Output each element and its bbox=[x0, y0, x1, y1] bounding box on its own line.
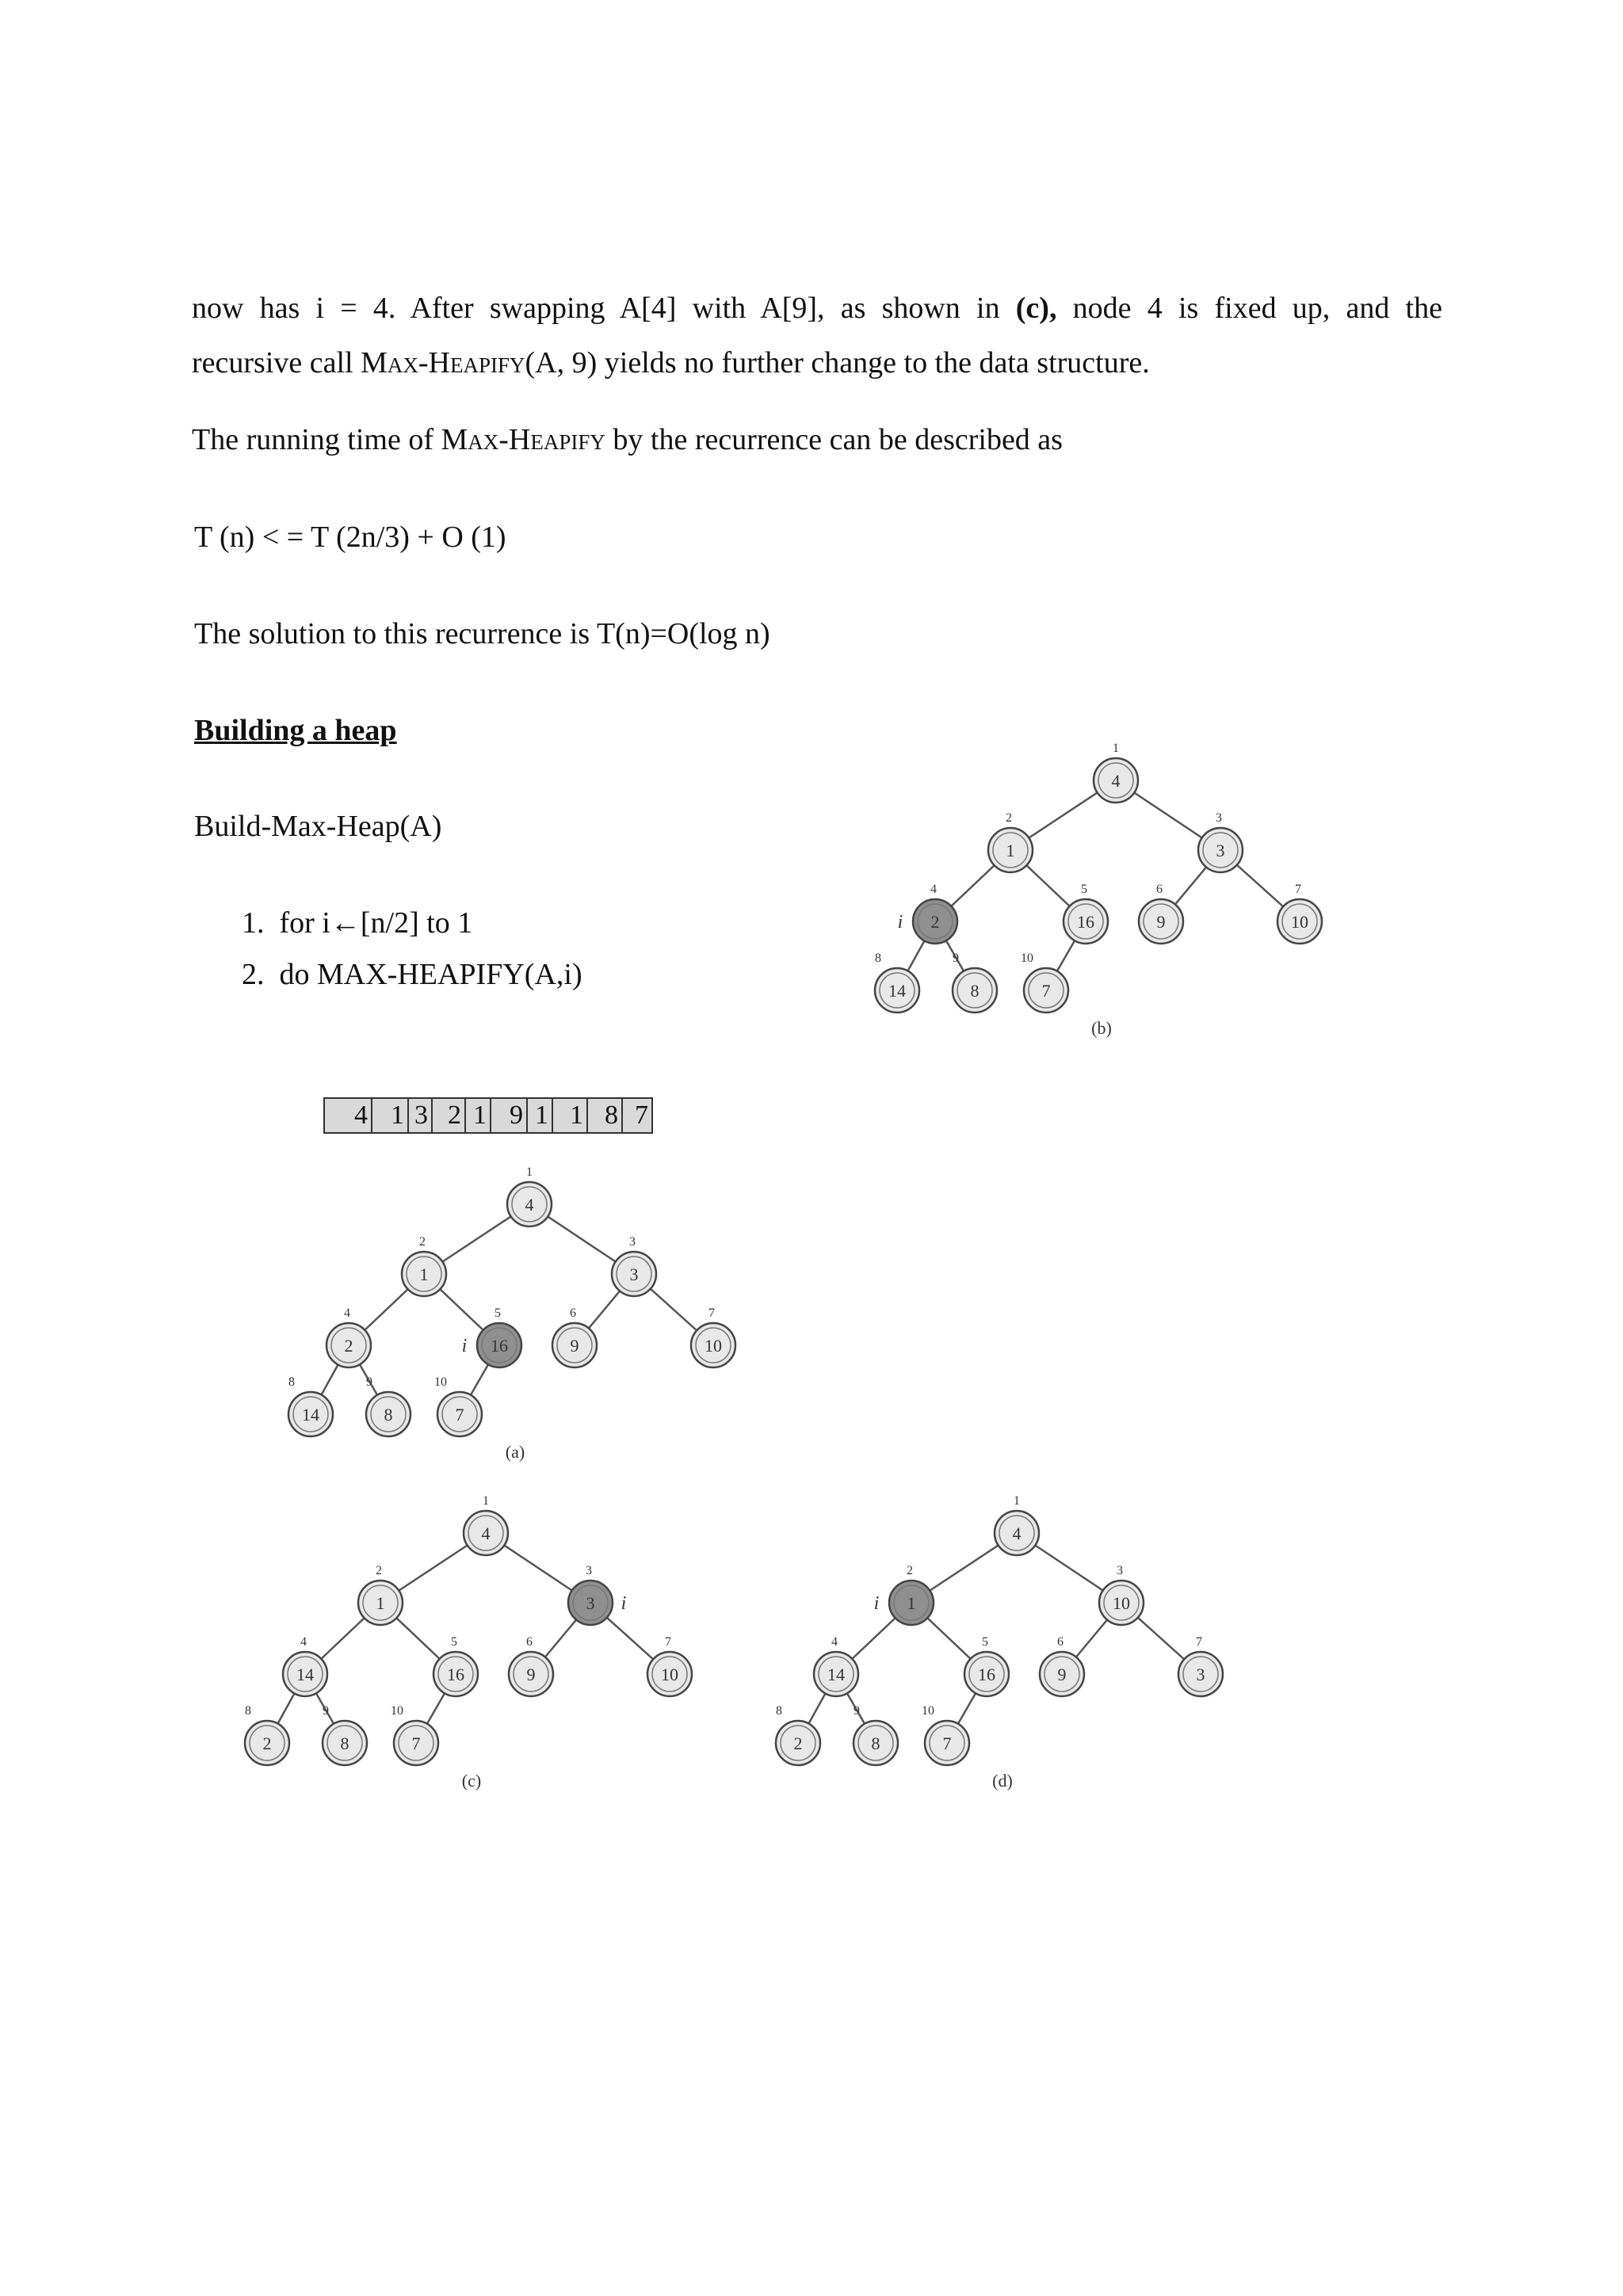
tree-node bbox=[922, 1704, 969, 1765]
tree-node bbox=[366, 1375, 411, 1436]
solution-text: The solution to this recurrence is bbox=[194, 617, 597, 650]
node-value: 3 bbox=[629, 1264, 639, 1284]
heap-tree-d bbox=[765, 1494, 1240, 1802]
node-value: 2 bbox=[262, 1733, 272, 1753]
node-value: 9 bbox=[570, 1336, 579, 1356]
tree-node bbox=[854, 1704, 898, 1765]
para2-text-b: (A, 9) yields no further change to the data structure. bbox=[525, 346, 1150, 379]
node-value: 8 bbox=[340, 1733, 349, 1753]
node-value: 2 bbox=[793, 1733, 803, 1753]
node-index-label: 2 bbox=[907, 1564, 913, 1577]
node-index-label: 3 bbox=[1117, 1564, 1123, 1577]
node-index-label: 2 bbox=[376, 1564, 382, 1577]
node-index-label: 3 bbox=[586, 1564, 592, 1577]
node-index-label: 10 bbox=[391, 1704, 403, 1718]
heap-tree-b bbox=[864, 742, 1339, 1050]
tree-node bbox=[953, 952, 997, 1013]
node-index-label: 9 bbox=[854, 1704, 860, 1718]
node-value: 10 bbox=[661, 1665, 678, 1684]
step-1-number: 1. bbox=[242, 906, 265, 940]
tree-node bbox=[283, 1635, 327, 1696]
node-value: 2 bbox=[930, 912, 940, 932]
recurrence-equation: T (n) < = T (2n/3) + O (1) bbox=[194, 521, 506, 554]
tree-node bbox=[402, 1235, 446, 1296]
tree-node bbox=[1178, 1635, 1223, 1696]
node-index-label: 5 bbox=[495, 1306, 501, 1320]
node-index-label: 7 bbox=[708, 1306, 715, 1320]
node-value: 16 bbox=[978, 1665, 995, 1684]
node-value: 14 bbox=[296, 1665, 314, 1684]
para3-text-b: by the recurrence can be described as bbox=[605, 423, 1063, 456]
tree-node bbox=[1094, 742, 1138, 803]
node-index-label: 4 bbox=[831, 1635, 838, 1649]
array-cell: 1 bbox=[528, 1099, 553, 1132]
tree-node bbox=[464, 1494, 508, 1555]
pointer-i-label: i bbox=[461, 1336, 468, 1356]
node-index-label: 5 bbox=[451, 1635, 457, 1649]
algorithm-step-2 bbox=[242, 957, 582, 994]
tree-node bbox=[327, 1306, 371, 1367]
node-value: 16 bbox=[1077, 912, 1094, 932]
tree-node bbox=[1021, 952, 1068, 1013]
node-index-label: 2 bbox=[1006, 811, 1012, 825]
tree-node bbox=[691, 1306, 735, 1367]
array-cell: 1 bbox=[466, 1099, 491, 1132]
tree-caption: (b) bbox=[1091, 1018, 1112, 1038]
tree-node bbox=[323, 1704, 367, 1765]
tree-node bbox=[1064, 883, 1108, 944]
pointer-i-label: i bbox=[621, 1593, 627, 1614]
node-value: 10 bbox=[1291, 912, 1308, 932]
tree-caption: (a) bbox=[505, 1442, 525, 1462]
para1-text-b: node 4 is fixed up, and the bbox=[1056, 292, 1442, 325]
node-index-label: 10 bbox=[434, 1375, 447, 1389]
paragraph-line-2 bbox=[192, 345, 1150, 382]
node-index-label: 7 bbox=[665, 1635, 671, 1649]
running-time-line bbox=[192, 422, 1063, 459]
node-index-label: 8 bbox=[776, 1704, 782, 1718]
tree-node bbox=[1198, 811, 1243, 872]
tree-caption: (d) bbox=[992, 1771, 1013, 1791]
node-value: 9 bbox=[1156, 912, 1166, 932]
node-index-label: 6 bbox=[1156, 883, 1163, 896]
node-value: 14 bbox=[888, 981, 906, 1001]
tree-node bbox=[612, 1235, 656, 1296]
node-value: 8 bbox=[871, 1733, 880, 1753]
node-index-label: 9 bbox=[953, 952, 959, 965]
tree-caption: (c) bbox=[461, 1771, 482, 1791]
node-value: 1 bbox=[907, 1593, 916, 1613]
node-value: 9 bbox=[526, 1665, 536, 1684]
node-index-label: 1 bbox=[483, 1494, 489, 1508]
node-index-label: 3 bbox=[1216, 811, 1222, 825]
node-value: 7 bbox=[411, 1733, 421, 1753]
node-index-label: 6 bbox=[526, 1635, 533, 1649]
node-value: 7 bbox=[942, 1733, 952, 1753]
node-value: 10 bbox=[705, 1336, 722, 1356]
tree-node bbox=[814, 1635, 858, 1696]
node-value: 3 bbox=[1196, 1665, 1205, 1684]
step-2-number: 2. bbox=[242, 958, 265, 991]
node-index-label: 9 bbox=[366, 1375, 372, 1389]
node-index-label: 7 bbox=[1196, 1635, 1202, 1649]
node-index-label: 8 bbox=[245, 1704, 251, 1718]
array-cell: 3 bbox=[409, 1099, 433, 1132]
para2-text-a: recursive call bbox=[192, 346, 361, 379]
node-value: 1 bbox=[1006, 841, 1015, 860]
node-value: 1 bbox=[419, 1264, 429, 1284]
para3-function-name: Max-Heapify bbox=[441, 423, 605, 456]
pointer-i-label: i bbox=[897, 912, 903, 933]
array-cell: 7 bbox=[635, 1100, 648, 1130]
node-index-label: 1 bbox=[1014, 1494, 1020, 1508]
node-index-label: 10 bbox=[922, 1704, 934, 1718]
array-cell: 1 bbox=[553, 1099, 588, 1132]
node-value: 4 bbox=[1012, 1524, 1022, 1543]
para2-function-name: Max-Heapify bbox=[361, 346, 525, 379]
node-value: 3 bbox=[1216, 841, 1225, 860]
array-cell: 9 bbox=[491, 1099, 528, 1132]
section-heading: Building a heap bbox=[194, 714, 397, 747]
tree-node bbox=[358, 1564, 403, 1625]
node-index-label: 5 bbox=[1081, 883, 1087, 896]
node-index-label: 3 bbox=[629, 1235, 636, 1249]
heap-array bbox=[323, 1097, 653, 1134]
node-value: 14 bbox=[302, 1405, 319, 1425]
para1-text-a: now has i = 4. After swapping A[4] with A[9], as shown in bbox=[192, 292, 1016, 325]
node-index-label: 5 bbox=[982, 1635, 988, 1649]
tree-node bbox=[1139, 883, 1183, 944]
node-value: 9 bbox=[1057, 1665, 1067, 1684]
para3-text-a: The running time of bbox=[192, 423, 441, 456]
array-cell: 1 bbox=[372, 1099, 409, 1132]
node-value: 14 bbox=[827, 1665, 845, 1684]
paragraph-line-1 bbox=[192, 291, 1442, 327]
tree-node bbox=[507, 1165, 552, 1226]
pointer-i-label: i bbox=[873, 1593, 880, 1614]
node-index-label: 10 bbox=[1021, 952, 1033, 965]
node-index-label: 2 bbox=[419, 1235, 426, 1249]
array-cell: 4 bbox=[325, 1099, 372, 1132]
tree-node bbox=[433, 1635, 478, 1696]
node-index-label: 4 bbox=[930, 883, 937, 896]
node-index-label: 1 bbox=[526, 1165, 533, 1179]
tree-node bbox=[391, 1704, 438, 1765]
node-value: 7 bbox=[455, 1405, 464, 1425]
tree-node bbox=[647, 1635, 692, 1696]
array-cell: 2 bbox=[433, 1099, 466, 1132]
node-value: 4 bbox=[481, 1524, 491, 1543]
node-value: 3 bbox=[586, 1593, 595, 1613]
node-value: 10 bbox=[1113, 1593, 1130, 1613]
algorithm-step-1 bbox=[242, 906, 472, 942]
tree-node bbox=[1099, 1564, 1144, 1625]
tree-node bbox=[434, 1375, 482, 1436]
tree-node bbox=[889, 1564, 934, 1625]
node-value: 1 bbox=[376, 1593, 385, 1613]
tree-node bbox=[913, 883, 957, 944]
node-index-label: 7 bbox=[1295, 883, 1301, 896]
tree-node bbox=[509, 1635, 553, 1696]
para1-bold-ref: (c), bbox=[1015, 292, 1057, 325]
node-index-label: 6 bbox=[1057, 1635, 1064, 1649]
node-value: 7 bbox=[1041, 981, 1051, 1001]
node-value: 8 bbox=[970, 981, 980, 1001]
tree-node bbox=[995, 1494, 1039, 1555]
solution-formula: T(n)=O(log n) bbox=[596, 617, 770, 650]
tree-node bbox=[477, 1306, 521, 1367]
node-value: 4 bbox=[525, 1195, 534, 1215]
node-index-label: 4 bbox=[300, 1635, 307, 1649]
node-index-label: 8 bbox=[875, 952, 881, 965]
node-value: 8 bbox=[384, 1405, 393, 1425]
node-index-label: 4 bbox=[344, 1306, 350, 1320]
heap-tree-c bbox=[234, 1494, 709, 1802]
tree-node bbox=[1040, 1635, 1084, 1696]
node-index-label: 9 bbox=[323, 1704, 329, 1718]
tree-node bbox=[568, 1564, 613, 1625]
algorithm-title: Build-Max-Heap(A) bbox=[194, 810, 442, 843]
tree-node bbox=[988, 811, 1033, 872]
node-value: 16 bbox=[447, 1665, 464, 1684]
heap-tree-a bbox=[277, 1165, 753, 1474]
tree-node bbox=[1277, 883, 1322, 944]
step-1-text: for i←[n/2] to 1 bbox=[279, 906, 473, 940]
node-value: 2 bbox=[344, 1336, 353, 1356]
solution-line bbox=[194, 616, 770, 653]
node-value: 4 bbox=[1111, 771, 1121, 791]
step-2-text: do MAX-HEAPIFY(A,i) bbox=[279, 958, 582, 991]
tree-node bbox=[552, 1306, 597, 1367]
tree-node bbox=[964, 1635, 1009, 1696]
node-value: 16 bbox=[491, 1336, 508, 1356]
node-index-label: 1 bbox=[1113, 742, 1119, 755]
node-index-label: 6 bbox=[570, 1306, 576, 1320]
array-cell: 8 bbox=[588, 1099, 623, 1132]
node-index-label: 8 bbox=[288, 1375, 295, 1389]
